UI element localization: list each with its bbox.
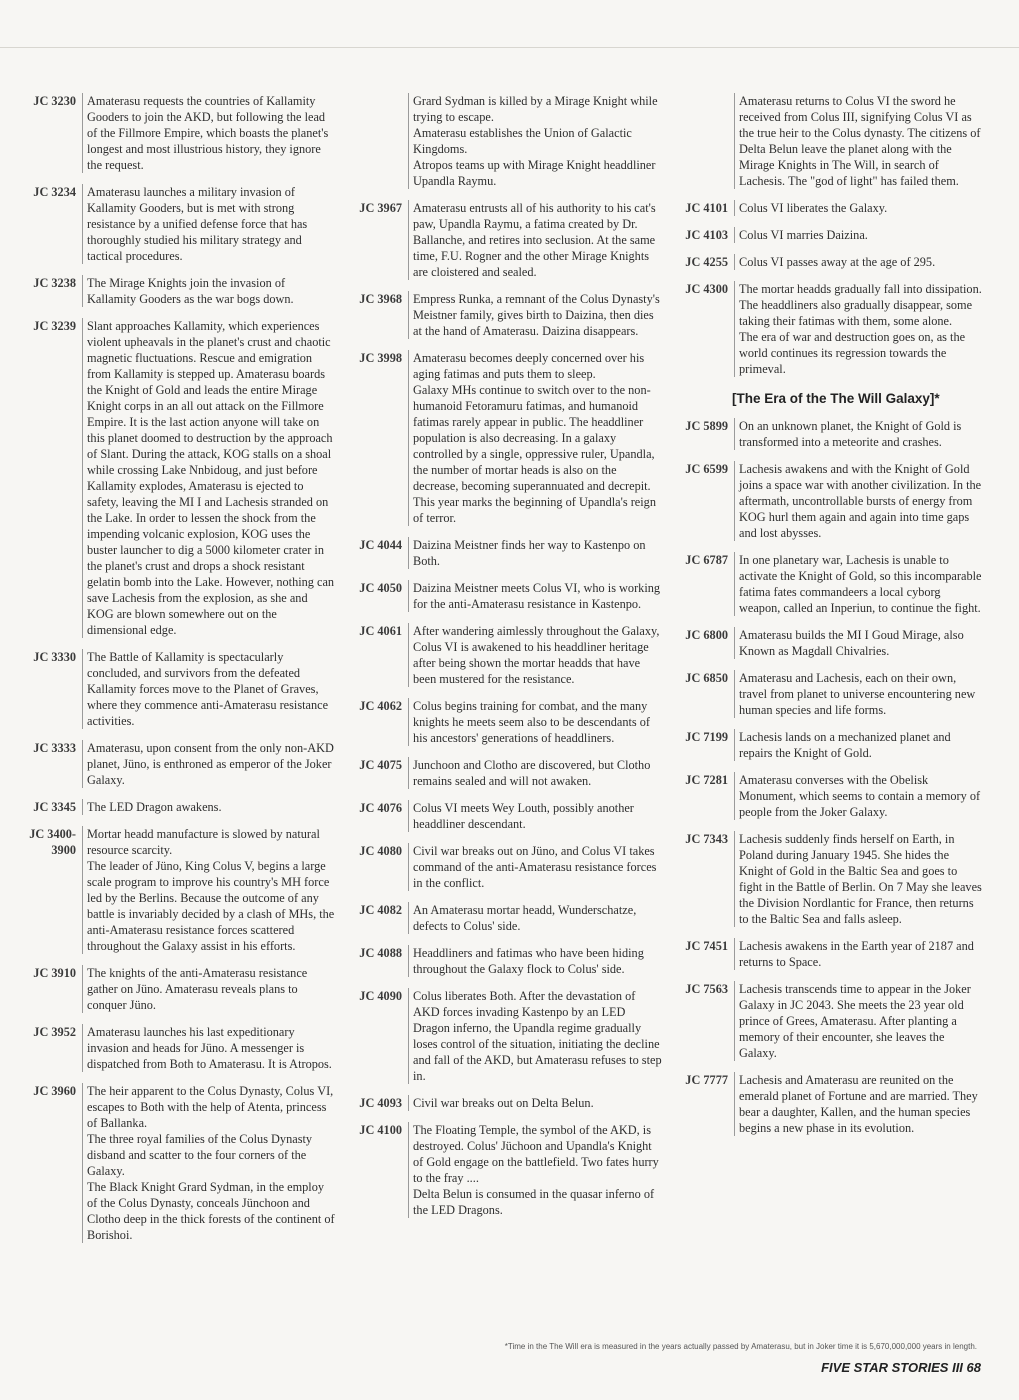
timeline-entry xyxy=(18,184,336,264)
entry-date: JC 4300 xyxy=(685,282,728,296)
timeline-entry xyxy=(670,831,982,927)
entry-paragraph: Amaterasu entrusts all of his authority to his cat's paw, Upandla Raymu, a fatima created by Dr. Ballanche, and retires into seclusion. At the same time, F.U. Rogner and the other Mirage Knights are cloistered and sealed. xyxy=(413,201,656,279)
entry-date: JC 3952 xyxy=(33,1025,76,1039)
entry-paragraph: Amaterasu launches his last expeditionary invasion and heads for Jüno. A messenger is dispatched from Both to Amaterasu. It is Atropos. xyxy=(87,1025,332,1071)
entry-date: JC 6787 xyxy=(685,553,728,567)
entry-date: JC 4100 xyxy=(359,1123,402,1137)
timeline-entry xyxy=(344,800,662,832)
timeline-entry xyxy=(344,200,662,280)
entry-date: JC 4090 xyxy=(359,989,402,1003)
entry-text xyxy=(408,537,662,569)
entry-text xyxy=(408,1095,662,1111)
entry-date: JC 7451 xyxy=(685,939,728,953)
entry-paragraph: Amaterasu becomes deeply concerned over his aging fatimas and puts them to sleep. xyxy=(413,351,645,381)
entry-text xyxy=(734,418,982,450)
entry-date: JC 3910 xyxy=(33,966,76,980)
entry-paragraph: An Amaterasu mortar headd, Wunderschatze, defects to Colus' side. xyxy=(413,903,637,933)
entry-paragraph: Lachesis awakens in the Earth year of 2187 and returns to Space. xyxy=(739,939,974,969)
entry-paragraph: After wandering aimlessly throughout the Galaxy, Colus VI is awakened to his headdliner heritage after being shown the mortar headds that have been mustered for the resistance. xyxy=(413,624,660,686)
entry-date: JC 4088 xyxy=(359,946,402,960)
entry-text xyxy=(408,945,662,977)
timeline-entry xyxy=(18,1083,336,1243)
entry-paragraph: Lachesis and Amaterasu are reunited on the emerald planet of Fortune and are married. They bear a daughter, Kallen, and the human species begins a new phase in its evolution. xyxy=(739,1073,978,1135)
timeline-entry xyxy=(18,93,336,173)
entry-text xyxy=(408,800,662,832)
timeline-entry xyxy=(344,350,662,526)
entry-paragraph: The LED Dragon awakens. xyxy=(87,800,222,814)
footnote: *Time in the The Will era is measured in the years actually passed by Amaterasu, but in Joker time it is 5,670,000,000 years in length. xyxy=(504,1342,977,1351)
entry-text xyxy=(408,1122,662,1218)
entry-paragraph: Empress Runka, a remnant of the Colus Dynasty's Meistner family, gives birth to Daizina, then dies at the hand of Amaterasu. Daizina disappears. xyxy=(413,292,660,338)
entry-paragraph: Delta Belun is consumed in the quasar inferno of the LED Dragons. xyxy=(413,1187,655,1217)
entry-text xyxy=(408,291,662,339)
timeline-column-1 xyxy=(18,93,336,1254)
entry-date: JC 4044 xyxy=(359,538,402,552)
entry-date: JC 4080 xyxy=(359,844,402,858)
entry-date: JC 4255 xyxy=(685,255,728,269)
timeline-entry xyxy=(344,945,662,977)
entry-date: JC 7199 xyxy=(685,730,728,744)
entry-date: JC 4076 xyxy=(359,801,402,815)
timeline-entry xyxy=(344,291,662,339)
timeline-entry xyxy=(18,649,336,729)
entry-text xyxy=(408,757,662,789)
entry-text xyxy=(82,275,336,307)
timeline-entry xyxy=(344,843,662,891)
timeline-entry xyxy=(670,254,982,270)
timeline-entry xyxy=(344,698,662,746)
entry-date: JC 4093 xyxy=(359,1096,402,1110)
timeline-entry xyxy=(344,1095,662,1111)
timeline-entry xyxy=(670,670,982,718)
entry-text xyxy=(734,938,982,970)
entry-date: JC 3345 xyxy=(33,800,76,814)
entry-paragraph: Amaterasu returns to Colus VI the sword he received from Colus III, signifying Colus VI as the true heir to the Colus dynasty. The citizens of Delta Belun leave the planet along with the Mirage Knights in The Will, in search of Lachesis. The "god of light" has failed them. xyxy=(739,94,981,188)
entry-date: JC 6850 xyxy=(685,671,728,685)
section-title: [The Era of the The Will Galaxy]* xyxy=(732,391,940,406)
entry-date: JC 4075 xyxy=(359,758,402,772)
timeline-entry xyxy=(344,988,662,1084)
entry-date: JC 3234 xyxy=(33,185,76,199)
entry-date: JC 3330 xyxy=(33,650,76,664)
timeline-entry xyxy=(670,552,982,616)
entry-date: JC 3967 xyxy=(359,201,402,215)
entry-paragraph: The Mirage Knights join the invasion of Kallamity Gooders as the war bogs down. xyxy=(87,276,294,306)
entry-text xyxy=(82,93,336,173)
timeline-entry xyxy=(18,965,336,1013)
entry-paragraph: Mortar headd manufacture is slowed by natural resource scarcity. xyxy=(87,827,320,857)
entry-date: JC 3960 xyxy=(33,1084,76,1098)
entry-date: JC 7281 xyxy=(685,773,728,787)
entry-paragraph: Junchoon and Clotho are discovered, but Clotho remains sealed and will not awaken. xyxy=(413,758,651,788)
entry-text xyxy=(734,670,982,718)
entry-paragraph: This year marks the beginning of Upandla's reign of terror. xyxy=(413,495,656,525)
timeline-entry xyxy=(18,275,336,307)
timeline-entry xyxy=(670,938,982,970)
entry-text xyxy=(734,981,982,1061)
entry-text xyxy=(734,254,982,270)
entry-date: JC 6599 xyxy=(685,462,728,476)
entry-paragraph: Slant approaches Kallamity, which experiences violent upheavals in the planet's crust and chaotic magnetic fluctuations. Rescue and emigration from Kallamity is stepped up. Amaterasu boards the Knight of Gold and leads the entire Mirage Knight corps in an all out attack on the Fillmore Empire. It is the last action anyone will take on this planet doomed to destruction by the approach of Slant. During the attack, KOG stalls on a shoal while crossing Lake Nnbidoug, and just before Kallamity explodes, Amaterasu is ejected to safety, leaving the MI I and Lachesis stranded on the Lake. In order to lessen the shock from the impending volcanic explosion, KOG uses the buster launcher to dig a 5000 kilometer crater in the planet's crust and drops a shock resistant gelatin bomb into the Lake. However, nothing can save Lachesis from the explosion, as she and KOG are blown somewhere out on the dimensional edge. xyxy=(87,319,335,637)
entry-text xyxy=(408,350,662,526)
timeline-entry xyxy=(18,318,336,638)
timeline-group-late-jc xyxy=(670,200,982,377)
entry-date: JC 6800 xyxy=(685,628,728,642)
entry-text xyxy=(82,649,336,729)
entry-date: JC 4061 xyxy=(359,624,402,638)
entry-paragraph: Lachesis suddenly finds herself on Earth, in Poland during January 1945. She hides the Knight of Gold in the Baltic Sea and goes to fight in the Battle of Berlin. On 7 May she leaves the Division Nordlantic for France, then returns to the Baltic Sea and falls asleep. xyxy=(739,832,982,926)
timeline-entry xyxy=(18,799,336,815)
entry-text xyxy=(734,281,982,377)
entry-text xyxy=(734,200,982,216)
entry-paragraph: Headdliners and fatimas who have been hiding throughout the Galaxy flock to Colus' side. xyxy=(413,946,644,976)
page-footer: FIVE STAR STORIES III 68 xyxy=(821,1360,981,1375)
entry-text xyxy=(734,552,982,616)
entry-paragraph: Lachesis lands on a mechanized planet and repairs the Knight of Gold. xyxy=(739,730,951,760)
timeline-column-3 xyxy=(670,93,982,1147)
entry-date: JC 7343 xyxy=(685,832,728,846)
entry-paragraph: Colus VI marries Daizina. xyxy=(739,228,868,242)
entry-paragraph: Colus VI liberates the Galaxy. xyxy=(739,201,888,215)
entry-date: JC 5899 xyxy=(685,419,728,433)
entry-paragraph: Civil war breaks out on Delta Belun. xyxy=(413,1096,594,1110)
entry-date: JC 3968 xyxy=(359,292,402,306)
entry-paragraph: Colus VI meets Wey Louth, possibly another headdliner descendant. xyxy=(413,801,634,831)
timeline-entry xyxy=(670,281,982,377)
entry-text xyxy=(408,902,662,934)
entry-paragraph: Colus begins training for combat, and the many knights he meets seem also to be descendants of his ancestors' generations of headdliners. xyxy=(413,699,650,745)
entry-text xyxy=(408,843,662,891)
entry-text xyxy=(408,580,662,612)
entry-paragraph: Lachesis awakens and with the Knight of Gold joins a space war with another civilization. In the aftermath, uncontrollable bursts of energy from KOG hurl them again and again into time gaps and lost abysses. xyxy=(739,462,982,540)
entry-paragraph: The Battle of Kallamity is spectacularly concluded, and survivors from the defeated Kallamity forces move to the Planet of Graves, where they commence anti-Amaterasu resistance activities. xyxy=(87,650,329,728)
entry-paragraph: Grard Sydman is killed by a Mirage Knight while trying to escape. xyxy=(413,94,658,124)
entry-paragraph: Atropos teams up with Mirage Knight headdliner Upandla Raymu. xyxy=(413,158,656,188)
entry-text xyxy=(82,799,336,815)
entry-paragraph: Daizina Meistner finds her way to Kastenpo on Both. xyxy=(413,538,646,568)
entry-text xyxy=(82,826,336,954)
timeline-group-the-will-era xyxy=(670,418,982,1136)
entry-paragraph: Amaterasu builds the MI I Goud Mirage, also Known as Magdall Chivalries. xyxy=(739,628,964,658)
entry-paragraph: In one planetary war, Lachesis is unable to activate the Knight of Gold, so this incomparable fatima fates commandeers a local cyborg weapon, called an Inperiun, to continue the fight. xyxy=(739,553,982,615)
entry-text xyxy=(82,1083,336,1243)
timeline-entry xyxy=(670,200,982,216)
entry-text xyxy=(408,200,662,280)
entry-paragraph: Amaterasu requests the countries of Kallamity Gooders to join the AKD, but following the lead of the Fillmore Empire, which boasts the planet's longest and most illustrious history, they ignore the request. xyxy=(87,94,329,172)
entry-text xyxy=(82,184,336,264)
entry-text xyxy=(82,740,336,788)
entry-date: JC 3400- 3900 xyxy=(29,827,76,857)
timeline-entry xyxy=(344,1122,662,1218)
entry-paragraph: Colus VI passes away at the age of 295. xyxy=(739,255,936,269)
timeline-entry xyxy=(670,461,982,541)
timeline-entry xyxy=(344,623,662,687)
timeline-entry xyxy=(18,1024,336,1072)
entry-paragraph: The leader of Jüno, King Colus V, begins a large scale program to improve his country's MH force led by the Berlins. Because the outcome of any battle is invariably decided by a clash of MHs, the anti-Amaterasu resistance forces scattered throughout the Galaxy assist in his efforts. xyxy=(87,859,335,953)
entry-text xyxy=(82,1024,336,1072)
entry-paragraph: Amaterasu establishes the Union of Galactic Kingdoms. xyxy=(413,126,632,156)
top-rule xyxy=(0,47,1019,48)
entry-paragraph: The knights of the anti-Amaterasu resistance gather on Jüno. Amaterasu reveals plans to conquer Jüno. xyxy=(87,966,308,1012)
entry-text xyxy=(734,831,982,927)
entry-paragraph: The era of war and destruction goes on, as the world continues its regression towards the primeval. xyxy=(739,330,966,376)
timeline-entry xyxy=(670,1072,982,1136)
entry-date: JC 3239 xyxy=(33,319,76,333)
entry-paragraph: The three royal families of the Colus Dynasty disband and scatter to the four corners of the Galaxy. xyxy=(87,1132,313,1178)
entry-text xyxy=(734,729,982,761)
timeline-entry xyxy=(670,729,982,761)
entry-paragraph: On an unknown planet, the Knight of Gold is transformed into a meteorite and crashes. xyxy=(739,419,962,449)
entry-text xyxy=(734,627,982,659)
entry-paragraph: The heir apparent to the Colus Dynasty, Colus VI, escapes to Both with the help of Atenta, princess of Ballanka. xyxy=(87,1084,334,1130)
entry-paragraph: Daizina Meistner meets Colus VI, who is working for the anti-Amaterasu resistance in Kastenpo. xyxy=(413,581,661,611)
entry-text xyxy=(734,1072,982,1136)
entry-paragraph: Amaterasu launches a military invasion of Kallamity Gooders, but is met with strong resistance by a unified defense force that has thoroughly studied his military strategy and tactical procedures. xyxy=(87,185,308,263)
entry-paragraph: The Black Knight Grard Sydman, in the employ of the Colus Dynasty, conceals Jünchoon and Clotho deep in the thick forests of the continent of Borishoi. xyxy=(87,1180,335,1242)
entry-paragraph: Amaterasu and Lachesis, each on their own, travel from planet to universe encountering new human species and life forms. xyxy=(739,671,976,717)
entry-date: JC 4103 xyxy=(685,228,728,242)
entry-text xyxy=(408,698,662,746)
entry-paragraph: Civil war breaks out on Jüno, and Colus VI takes command of the anti-Amaterasu resistance forces in the conflict. xyxy=(413,844,657,890)
entry-date: JC 3998 xyxy=(359,351,402,365)
timeline-entry xyxy=(670,418,982,450)
entry-paragraph: Amaterasu converses with the Obelisk Monument, which seems to contain a memory of people from the Joker Galaxy. xyxy=(739,773,981,819)
entry-paragraph: The mortar headds gradually fall into dissipation. The headdliners also gradually disappear, some taking their fatimas with them, some alone. xyxy=(739,282,982,328)
entry-text xyxy=(734,227,982,243)
entry-text xyxy=(82,318,336,638)
continued-entry xyxy=(408,93,662,189)
entry-paragraph: Lachesis transcends time to appear in the Joker Galaxy in JC 2043. She meets the 23 year old prince of Grees, Amaterasu. After planting a memory of their encounter, she leaves the Galaxy. xyxy=(739,982,971,1060)
timeline-entry xyxy=(344,902,662,934)
entry-date: JC 4101 xyxy=(685,201,728,215)
timeline-entry xyxy=(344,580,662,612)
entry-paragraph: Colus liberates Both. After the devastation of AKD forces invading Kastenpo by an LED Dragon inferno, the Upandla regime gradually loses control of the situation, initiating the decline and fall of the AKD, but Amaterasu refuses to step in. xyxy=(413,989,662,1083)
timeline-entry xyxy=(670,772,982,820)
timeline-entry xyxy=(670,627,982,659)
entry-date: JC 7777 xyxy=(685,1073,728,1087)
timeline-entry xyxy=(670,227,982,243)
timeline-entry xyxy=(344,757,662,789)
entry-text xyxy=(408,988,662,1084)
entry-date: JC 3333 xyxy=(33,741,76,755)
entry-paragraph: Amaterasu, upon consent from the only non-AKD planet, Jüno, is enthroned as emperor of the Joker Galaxy. xyxy=(87,741,334,787)
entry-paragraph: The Floating Temple, the symbol of the AKD, is destroyed. Colus' Jüchoon and Upandla's Knight of Gold engage on the battlefield. Two fates hurry to the fray .... xyxy=(413,1123,659,1185)
entry-text xyxy=(734,772,982,820)
timeline-entry xyxy=(18,826,336,954)
entry-date: JC 4062 xyxy=(359,699,402,713)
entry-date: JC 4082 xyxy=(359,903,402,917)
entry-date: JC 3230 xyxy=(33,94,76,108)
entry-text xyxy=(408,623,662,687)
entry-date: JC 7563 xyxy=(685,982,728,996)
entry-date: JC 3238 xyxy=(33,276,76,290)
timeline-column-2 xyxy=(344,93,662,1229)
entry-text xyxy=(82,965,336,1013)
continued-entry xyxy=(734,93,982,189)
timeline-entry xyxy=(18,740,336,788)
entry-text xyxy=(734,461,982,541)
timeline-entry xyxy=(344,537,662,569)
entry-date: JC 4050 xyxy=(359,581,402,595)
entry-paragraph: Galaxy MHs continue to switch over to the non-humanoid Fetoramuru fatimas, and humanoid fatimas rarely appear in public. The headdliner population is also decreasing. In a galaxy controlled by a single, oppressive ruler, Upandla, the number of mortar heads is also on the decrease, becoming superannuated and decrepit. xyxy=(413,383,655,493)
timeline-entry xyxy=(670,981,982,1061)
